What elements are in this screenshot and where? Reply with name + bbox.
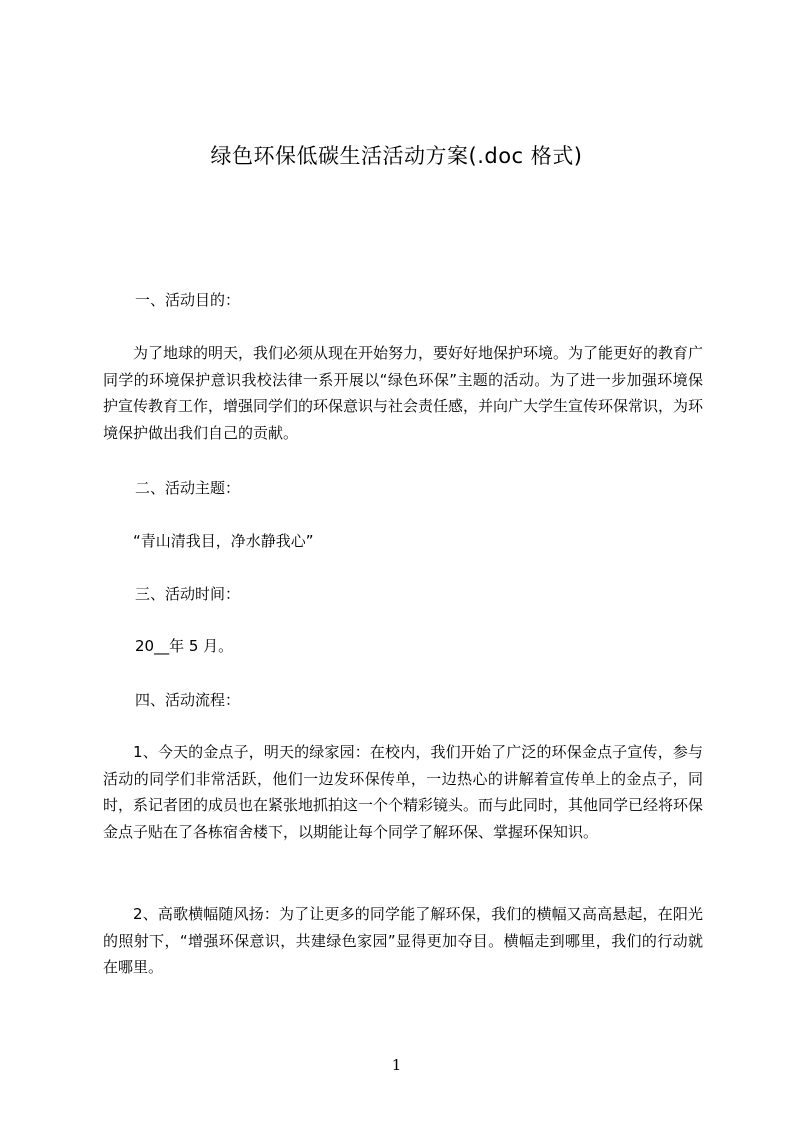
section-body-theme: “青山清我目，净水静我心” [133, 532, 314, 550]
section-body-time: 20__年 5 月。 [135, 637, 234, 655]
section-body-purpose: 为了地球的明天，我们必须从现在开始努力，要好好地保护环境。为了能更好的教育广同学的环境保护意识我校法律一系开展以“绿色环保”主题的活动。为了进一步加强环境保护宣传教育工作，增强同学们的环保意识与社会责任感，并向广大学生宣传环保常识，为环境保护做出我们自己的贡献。 [103, 344, 704, 442]
section-heading-process: 四、活动流程： [135, 691, 241, 709]
section-heading-theme: 二、活动主题： [135, 479, 241, 497]
document-title: 绿色环保低碳生活活动方案(.doc 格式) [210, 144, 583, 168]
page-number: 1 [391, 1056, 402, 1074]
section-heading-purpose: 一、活动目的： [135, 291, 241, 309]
section-heading-time: 三、活动时间： [135, 585, 241, 603]
process-item-2: 2、高歌横幅随风扬：为了让更多的同学能了解环保，我们的横幅又高高悬起，在阳光的照射下，“增强环保意识，共建绿色家园”显得更加夺目。横幅走到哪里，我们的行动就在哪里。 [103, 905, 703, 976]
process-item-1: 1、今天的金点子，明天的绿家园：在校内，我们开始了广泛的环保金点子宣传，参与活动的同学们非常活跃，他们一边发环保传单，一边热心的讲解着宣传单上的金点子，同时，系记者团的成员也在紧张地抓拍这一个个精彩镜头。而与此同时，其他同学已经将环保金点子贴在了各栋宿舍楼下，以期能让每个同学了解环保、掌握环保知识。 [103, 743, 704, 841]
